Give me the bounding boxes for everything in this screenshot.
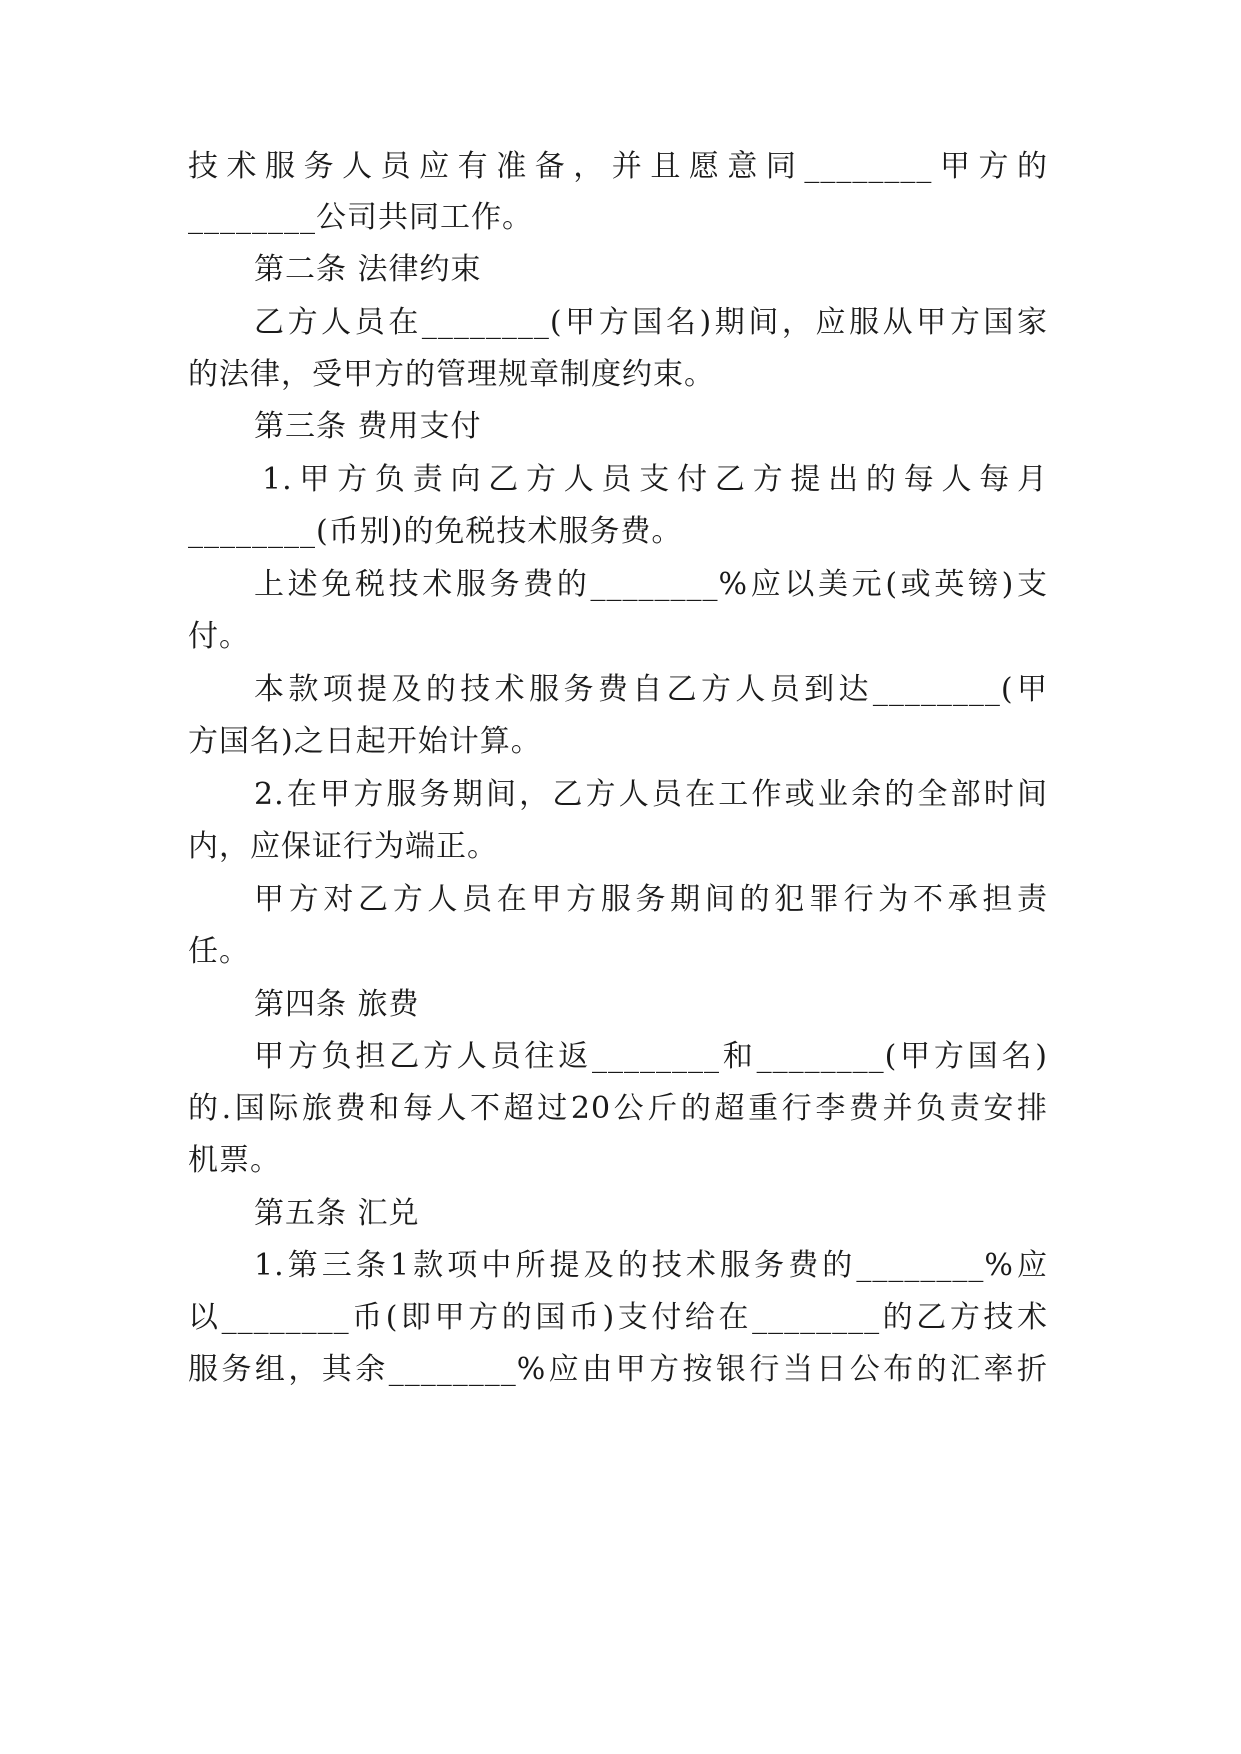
text-line: 以________币(即甲方的国币)支付给在________的乙方技术 (188, 1300, 1048, 1335)
text-line: 甲方对乙方人员在甲方服务期间的犯罪行为不承担责 (254, 882, 1048, 917)
section-heading: 第三条 费用支付 (254, 409, 482, 444)
text-line: 机票。 (188, 1143, 281, 1178)
text-line: ________(币别)的免税技术服务费。 (188, 514, 683, 549)
text-line: 方国名)之日起开始计算。 (188, 724, 542, 759)
text-line: 的.国际旅费和每人不超过20公斤的超重行李费并负责安排 (188, 1091, 1048, 1126)
text-line: 本款项提及的技术服务费自乙方人员到达________(甲 (254, 672, 1048, 707)
text-line: 服务组，其余________%应由甲方按银行当日公布的汇率折 (188, 1352, 1048, 1387)
section-heading: 第五条 汇兑 (254, 1196, 420, 1231)
text-line: 乙方人员在________(甲方国名)期间，应服从甲方国家 (254, 305, 1048, 340)
text-line: 1.第三条1款项中所提及的技术服务费的________%应 (254, 1248, 1048, 1283)
text-line: 2.在甲方服务期间，乙方人员在工作或业余的全部时间 (254, 777, 1048, 812)
text-line: ________公司共同工作。 (188, 200, 533, 235)
text-line: 甲方负担乙方人员往返________和________(甲方国名) (254, 1039, 1048, 1074)
text-line: 1.甲方负责向乙方人员支付乙方提出的每人每月 (262, 462, 1048, 497)
text-line: 任。 (188, 934, 250, 969)
section-heading: 第四条 旅费 (254, 987, 420, 1022)
text-line: 上述免税技术服务费的________%应以美元(或英镑)支 (254, 567, 1048, 602)
section-heading: 第二条 法律约束 (254, 252, 482, 287)
text-line: 内，应保证行为端正。 (188, 829, 498, 864)
text-line: 技术服务人员应有准备，并且愿意同________甲方的 (188, 149, 1048, 184)
text-line: 付。 (188, 619, 250, 654)
text-line: 的法律，受甲方的管理规章制度约束。 (188, 357, 715, 392)
